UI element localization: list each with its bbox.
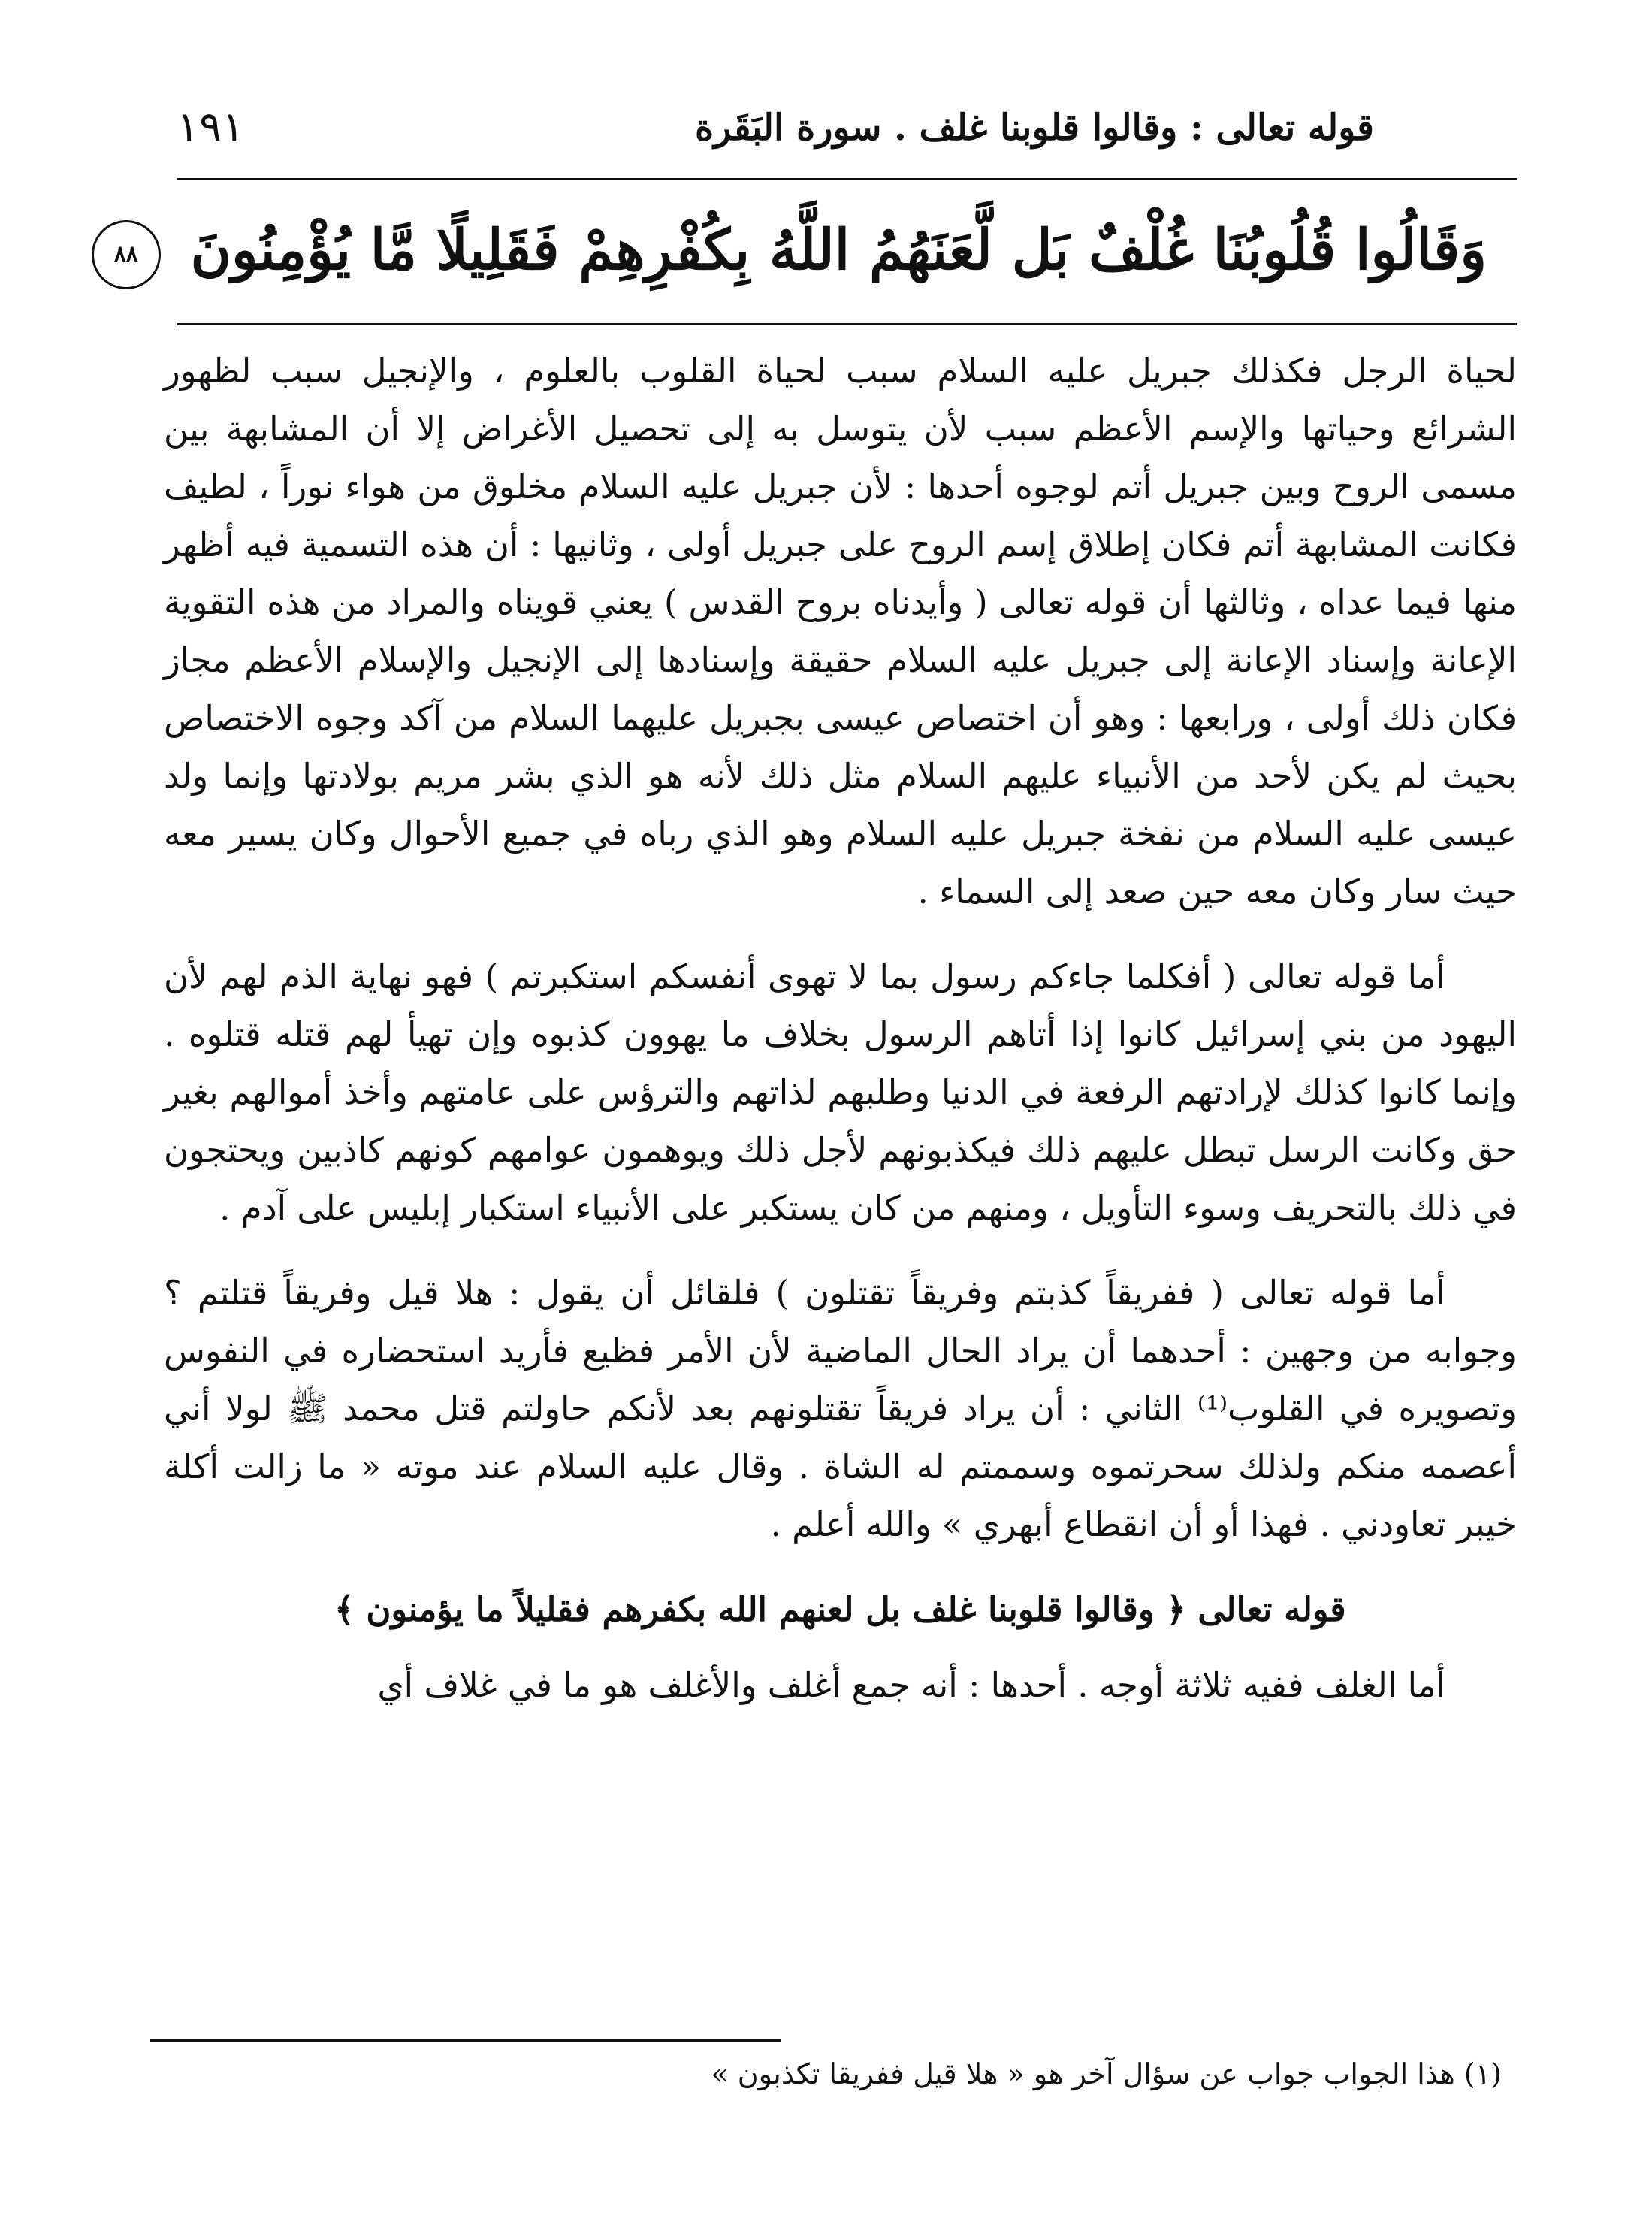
verse-box [113,180,1517,316]
body-text [164,342,1517,1741]
page-header [177,98,1502,158]
paragraph: أما قوله تعالى ( ففريقاً كذبتم وفريقاً تقتلون ) فلقائل أن يقول : هلا قيل وفريقاً قتلتم ؟ وجوابه من وجهين : أحدهما أن يراد الحال الماضية لأن الأمر فظيع فأريد استحضاره في النفوس وتصويره في القلوب⁽¹⁾ الثاني : أن يراد فريقاً تقتلونهم بعد لأنكم حاولتم قتل محمد ﷺ لولا أني أعصمه منكم ولذلك سحرتموه وسممتم له الشاة . وقال عليه السلام عند موته « ما زالت أكلة خيبر تعاودني . فهذا أو أن انقطاع أبهري » والله أعلم . [164,1273,1517,1544]
running-title: قوله تعالى : وقالوا قلوبنا غلف . سورة البَقَرة [695,107,1374,149]
paragraph: أما الغلف ففيه ثلاثة أوجه . أحدها : أنه جمع أغلف والأغلف هو ما في غلاف أي [377,1665,1445,1705]
paragraph: لحياة الرجل فكذلك جبريل عليه السلام سبب لحياة القلوب بالعلوم ، والإنجيل سبب لظهور الشرائع وحياتها والإسم الأعظم سبب لأن يتوسل به إلى تحصيل الأغراض إلا أن المشابهة بين مسمى الروح وبين جبريل أتم لوجوه أحدها : لأن جبريل عليه السلام مخلوق من هواء نوراً ، لطيف فكانت المشابهة أتم فكان إطلاق إسم الروح على جبريل أولى ، وثانيها : أن هذه التسمية فيه أظهر منها فيما عداه ، وثالثها أن قوله تعالى ( وأيدناه بروح القدس ) يعني قويناه والمراد من هذه التقوية الإعانة وإسناد الإعانة إلى جبريل عليه السلام حقيقة وإسنادها إلى الإنجيل والإسلام الأعظم مجاز فكان ذلك أولى ، ورابعها : وهو أن اختصاص عيسى بجبريل عليهما السلام من آكد وجوه الاختصاص بحيث لم يكن لأحد من الأنبياء عليهم السلام مثل ذلك لأنه هو الذي بشر مريم بولادتها وإنما ولد عيسى عليه السلام من نفخة جبريل عليه السلام وهو الذي رباه في جميع الأحوال وكان يسير معه حيث سار وكان معه حين صعد إلى السماء . [164,351,1517,911]
verse-number-marker: ٨٨ [92,220,161,289]
paragraph: أما قوله تعالى ( أفكلما جاءكم رسول بما لا تهوى أنفسكم استكبرتم ) فهو نهاية الذم لهم لأن اليهود من بني إسرائيل كانوا إذا أتاهم الرسول بخلاف ما يهوون كذبوه وإن تهيأ لهم قتله قتلوه . وإنما كانوا كذلك لإرادتهم الرفعة في الدنيا وطلبهم لذاتهم والترؤس على عامتهم وأخذ أموالهم بغير حق وكانت الرسل تبطل عليهم ذلك فيكذبونهم لأجل ذلك ويوهمون عوامهم كونهم كاذبين ويحتجون في ذلك بالتحريف وسوء التأويل ، ومنهم من كان يستكبر على الأنبياء استكبار إبليس على آدم . [164,957,1518,1228]
page-number: ١٩١ [177,103,245,152]
verse-quote: قوله تعالى ﴿ وقالوا قلوبنا غلف بل لعنهم الله بكفرهم فقليلاً ما يؤمنون ﴾ [334,1589,1346,1629]
verse-rule [177,323,1517,325]
footnote: (١) هذا الجواب جواب عن سؤال آخر هو « هلا قيل ففريقا تكذبون » [711,2057,1502,2090]
footnote-rule [150,2039,781,2042]
verse-text: وَقَالُوا قُلُوبُنَا غُلْفٌ بَل لَّعَنَهُمُ اللَّهُ بِكُفْرِهِمْ فَقَلِيلًا مَّا يُؤْمِنُونَ [190,218,1487,283]
quranic-verse [113,209,1487,292]
